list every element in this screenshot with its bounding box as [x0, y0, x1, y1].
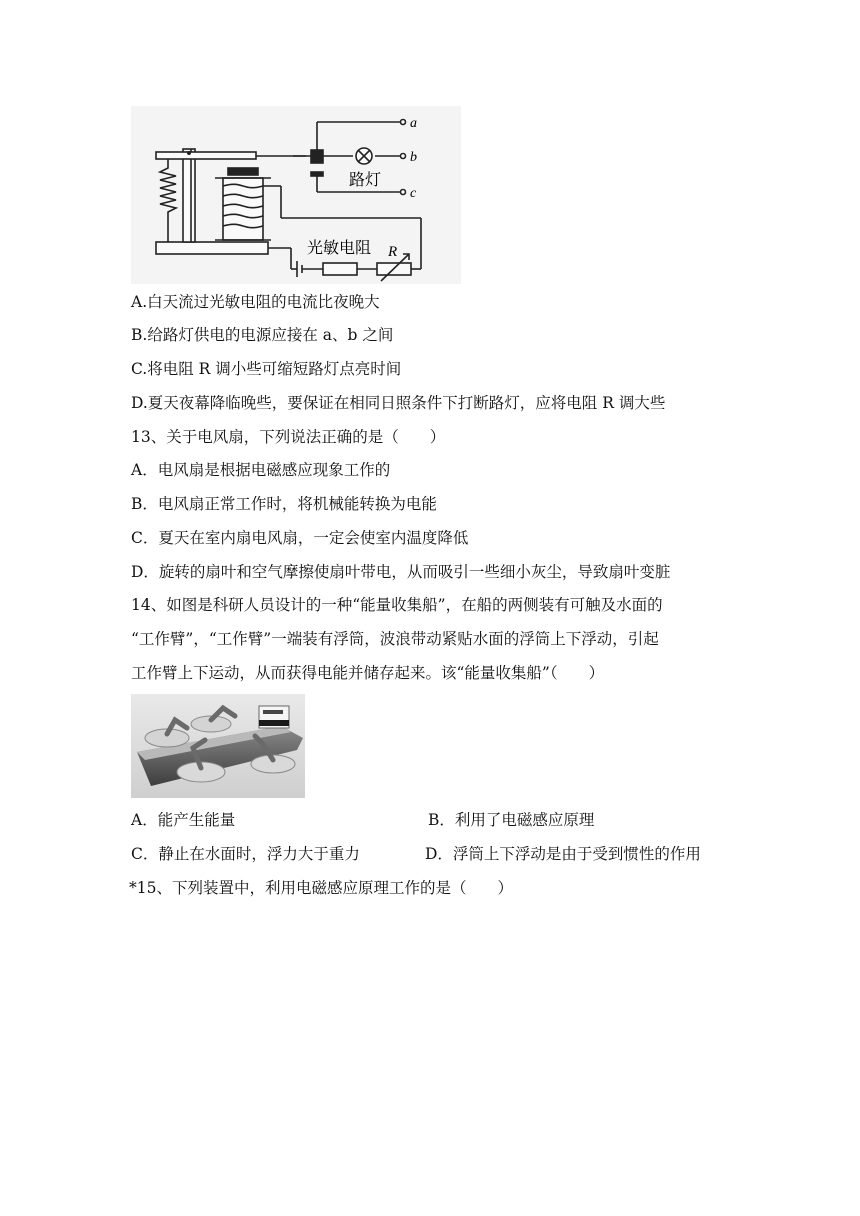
q14-stem-line-1: 14、如图是科研人员设计的一种“能量收集船”，在船的两侧装有可触及水面的 — [131, 596, 663, 614]
terminal-label-b: b — [410, 150, 417, 165]
q13-option-c: C．夏天在室内扇电风扇，一定会使室内温度降低 — [131, 529, 469, 547]
lamp-label: 路灯 — [349, 170, 382, 189]
q12-option-c: C.将电阻 R 调小些可缩短路灯点亮时间 — [131, 360, 402, 378]
q14-stem-line-3: 工作臂上下运动，从而获得电能并储存起来。该“能量收集船”（ ） — [131, 664, 605, 682]
q14-stem-line-2: “工作臂”，“工作臂”一端装有浮筒，波浪带动紧贴水面的浮筒上下浮动，引起 — [131, 630, 659, 648]
q14-option-a: A．能产生能量 — [131, 811, 236, 829]
energy-collection-ship-figure — [131, 694, 305, 798]
q14-option-c: C．静止在水面时，浮力大于重力 — [131, 845, 360, 863]
variable-resistor-label: R — [388, 244, 398, 260]
photoresistor-label: 光敏电阻 — [307, 238, 372, 257]
q13-option-a: A．电风扇是根据电磁感应现象工作的 — [131, 461, 391, 479]
q12-option-d: D.夏天夜幕降临晚些，要保证在相同日照条件下打断路灯，应将电阻 R 调大些 — [131, 394, 666, 412]
q13-option-d: D．旋转的扇叶和空气摩擦使扇叶带电，从而吸引一些细小灰尘，导致扇叶变脏 — [131, 563, 671, 581]
terminal-label-c: c — [410, 186, 417, 201]
terminal-label-a: a — [410, 116, 417, 131]
q14-option-b: B．利用了电磁感应原理 — [428, 811, 595, 829]
q15-stem: *15、下列装置中，利用电磁感应原理工作的是（ ） — [129, 879, 513, 897]
q13-option-b: B．电风扇正常工作时，将机械能转换为电能 — [131, 495, 437, 513]
q14-option-d: D．浮筒上下浮动是由于受到惯性的作用 — [425, 845, 701, 863]
q12-option-b: B.给路灯供电的电源应接在 a、b 之间 — [131, 326, 394, 344]
q13-stem: 13、关于电风扇，下列说法正确的是（ ） — [131, 428, 446, 446]
q12-option-a: A.白天流过光敏电阻的电流比夜晚大 — [131, 293, 380, 311]
relay-circuit-figure — [131, 106, 461, 284]
